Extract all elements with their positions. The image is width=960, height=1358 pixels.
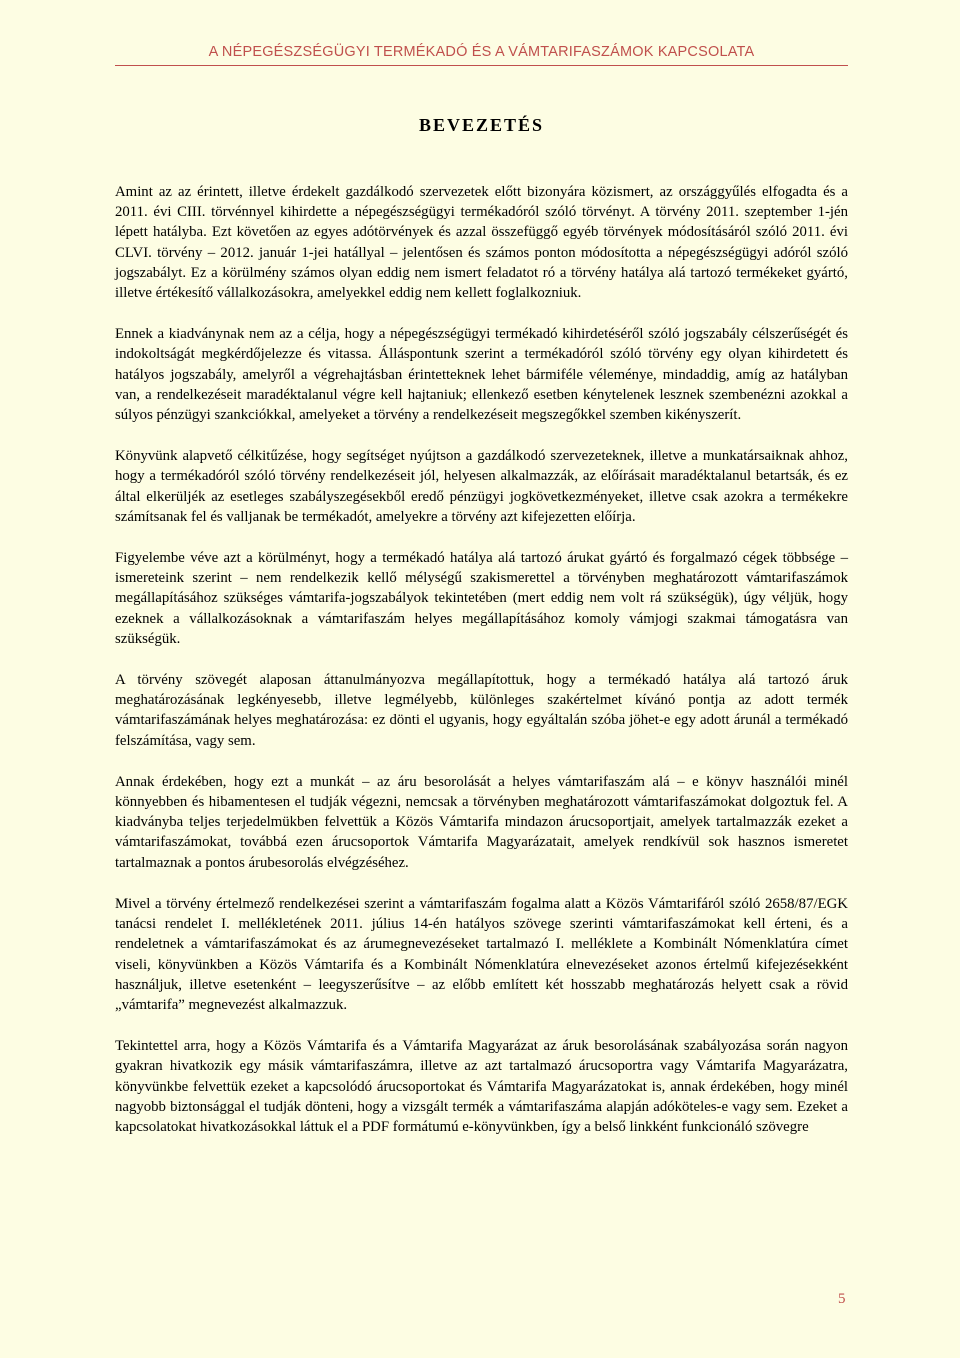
- body-text: [115, 182, 848, 1158]
- page-number: 5: [838, 1291, 846, 1307]
- running-header: A NÉPEGÉSZSÉGÜGYI TERMÉKADÓ ÉS A VÁMTARIFASZÁMOK KAPCSOLATA: [208, 44, 755, 60]
- paragraph: Mivel a törvény értelmező rendelkezései szerint a vámtarifaszám fogalma alatt a Közös Vámtarifáról szóló 2658/87/EGK tanácsi rendelet I. mellékletének 2011. július 14-én hatályos szövege szerinti vámtarifaszámokat kell érteni, és a rendeletnek a vámtarifaszámokat és az árumegnevezéseket tartalmazó I. melléklete a Kombinált Nómenklatúra címet viseli, könyvünkben a Közös Vámtarifa és a Kombinált Nómenklatúra elnevezéseket azonos értelmű kifejezésekként használjuk, illetve esetenként – leegyszerűsítve – az előbb említett két hosszabb meghatározás helyett csak a rövid „vámtarifa” megnevezést alkalmazzuk.: [115, 895, 848, 1013]
- paragraph: Tekintettel arra, hogy a Közös Vámtarifa és a Vámtarifa Magyarázat az áruk besorolásának szabályozása során nagyon gyakran hivatkozik egy másik vámtarifaszámra, illetve az azt tartalmazó árucsoportra vagy Vámtarifa Magyarázatra, könyvünkbe felvettük ezeket a kapcsolódó árucsoportokat és Vámtarifa Magyarázatokat is, annak érdekében, hogy minél nagyobb biztonsággal el tudják dönteni, hogy a vizsgált termék a vámtarifaszáma alapján adóköteles-e vagy sem. Ezeket a kapcsolatokat hivatkozásokkal láttuk el a PDF formátumú e-könyvünkben, így a belső linkként funkcionáló szövegre: [115, 1038, 848, 1135]
- paragraph: Figyelembe véve azt a körülményt, hogy a termékadó hatálya alá tartozó árukat gyártó és forgalmazó cégek többsége – ismereteink szerint – nem rendelkezik kellő mélységű szakismerettel a törvényben meghatározott vámtarifaszámok megállapításához szükséges vámtarifa-jogszabályok tekintetében (mert eddig nem volt rá szükségük), úgy véljük, hogy ezeknek a vállalkozásoknak a vámtarifaszám helyes megállapításához komoly vámjogi szakmai támogatásra van szükségük.: [115, 550, 848, 647]
- paragraph: Ennek a kiadványnak nem az a célja, hogy a népegészségügyi termékadó kihirdetéséről szóló jogszabály célszerűségét és indokoltságát megkérdőjelezze és vitassa. Álláspontunk szerint a termékadóról szóló törvény egy olyan kihirdetett és hatályos jogszabály, amelyről a végrehajtásban érintetteknek lehet bármiféle véleménye, mindaddig, amíg az hatályban van, a rendelkezéseit maradéktalanul végre kell hajtaniuk; ellenkező esetben kénytelenek lesznek szembenézni azokkal a súlyos pénzügyi szankciókkal, amelyeket a törvény a rendelkezéseit megszegőkkel szemben kikényszerít.: [115, 326, 848, 424]
- paragraph: Amint az az érintett, illetve érdekelt gazdálkodó szervezetek előtt bizonyára közismert, az országgyűlés elfogadta és a 2011. évi CIII. törvénnyel kihirdette a népegészségügyi termékadóról szóló törvényt. A törvény 2011. szeptember 1-jén lépett hatályba. Ezt követően az egyes adótörvények és azzal összefüggő egyéb törvények módosításáról szóló 2011. évi CLVI. törvény – 2012. január 1-jei hatállyal – jelentősen és számos ponton módosította a népegészségügyi adóról szóló jogszabályt. Ez a körülmény számos olyan eddig nem ismert feladatot ró a törvény hatálya alá tartozó termékeket gyártó, illetve értékesítő vállalkozásokra, amelyekkel eddig nem kellett foglalkozniuk.: [115, 184, 848, 302]
- header-divider: [115, 65, 848, 66]
- paragraph: Annak érdekében, hogy ezt a munkát – az áru besorolását a helyes vámtarifaszám alá – e könyv használói minél könnyebben és hibamentesen el tudják végezni, nemcsak a törvényben meghatározott vámtarifaszámokat dolgoztuk fel. A kiadványba teljes terjedelmükben felvettük a Közös Vámtarifa mindazon árucsoportjait, amelyek tartalmazzák ezeket a vámtarifaszámokat, továbbá ezen árucsoportok Vámtarifa Magyarázatait, amelyek rendkívül sok hasznos ismeretet tartalmaznak a pontos árubesorolás elvégzéséhez.: [115, 773, 848, 871]
- paragraph: A törvény szövegét alaposan áttanulmányozva megállapítottuk, hogy a termékadó hatálya alá tartozó áruk meghatározásának legkényesebb, illetve legmélyebb, különleges szakértelmet kívánó pontja az adott termék vámtarifaszámának helyes meghatározása: ez dönti el ugyanis, hogy egyáltalán szóba jöhet-e egy adott árunál a termékadó felszámítása, vagy sem.: [115, 672, 848, 749]
- section-title: BEVEZETÉS: [418, 115, 545, 135]
- paragraph: Könyvünk alapvető célkitűzése, hogy segítséget nyújtson a gazdálkodó szervezeteknek, illetve a munkatársaiknak ahhoz, hogy a termékadóról szóló törvény rendelkezéseit jól, helyesen alkalmazzák, az előírásait maradéktalanul betartsák, és ez által elkerüljék az esetleges szabályszegésekből eredő pénzügyi jogkövetkezményeket, illetve csak azokra a termékekre számítsanak fel és valljanak be termékadót, amelyekre a törvény azt kifejezetten előírja.: [115, 448, 848, 525]
